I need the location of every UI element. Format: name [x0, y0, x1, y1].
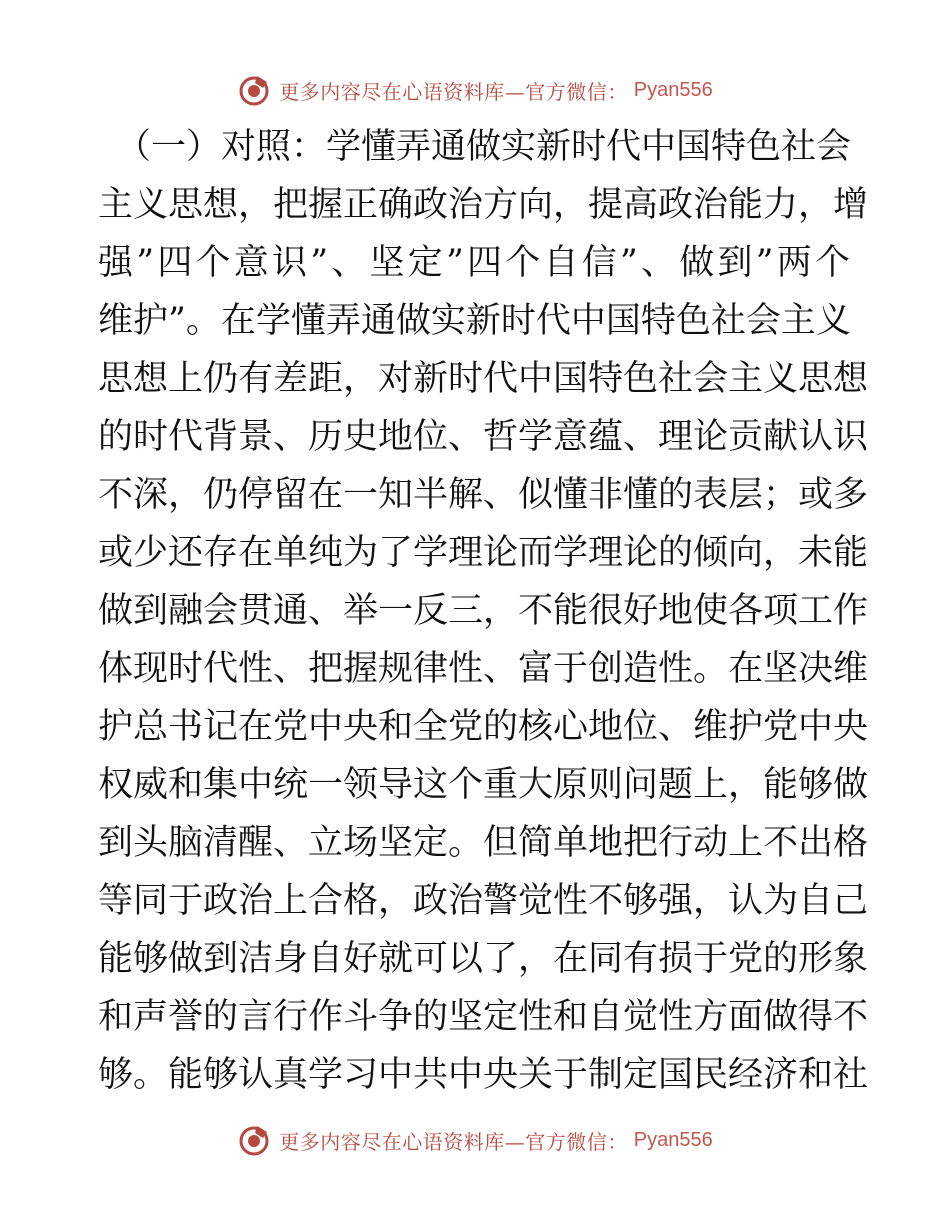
text-line: 护总书记在党中央和全党的核心地位、维护党中央 [98, 707, 869, 747]
text-line: 思想上仍有差距，对新时代中国特色社会主义思想 [98, 359, 869, 399]
text-line: 不深，仍停留在一知半解、似懂非懂的表层；或多 [98, 475, 869, 515]
text-line: 等同于政治上合格，政治警觉性不够强，认为自己 [98, 881, 869, 921]
text-line: 主义思想，把握正确政治方向，提高政治能力，增 [98, 185, 869, 225]
text-line: 做到融会贯通、举一反三，不能很好地使各项工作 [98, 591, 869, 631]
text-line: （一）对照：学懂弄通做实新时代中国特色社会 [116, 127, 852, 167]
wechat-id: Pyan556 [633, 1128, 713, 1151]
watermark-text: 更多内容尽在心语资料库—官方微信： [279, 79, 628, 104]
wechat-id: Pyan556 [633, 78, 713, 101]
seal-logo-icon [237, 72, 273, 108]
text-line: 或少还存在单纯为了学理论而学理论的倾向，未能 [98, 533, 869, 573]
text-line: 权威和集中统一领导这个重大原则问题上，能够做 [98, 765, 869, 805]
header-watermark [0, 68, 950, 112]
text-line: 够。能够认真学习中共中央关于制定国民经济和社 [98, 1055, 869, 1095]
footer-watermark [0, 1118, 950, 1162]
text-line: 维护”。在学懂弄通做实新时代中国特色社会主义 [98, 301, 851, 341]
text-line: 的时代背景、历史地位、哲学意蕴、理论贡献认识 [98, 417, 869, 457]
text-line: 和声誉的言行作斗争的坚定性和自觉性方面做得不 [98, 997, 869, 1037]
document-body [98, 118, 869, 1104]
text-line: 到头脑清醒、立场坚定。但简单地把行动上不出格 [98, 823, 869, 863]
text-line: 强”四个意识”、坚定”四个自信”、做到”两个 [98, 243, 850, 283]
text-line: 能够做到洁身自好就可以了，在同有损于党的形象 [98, 939, 869, 979]
seal-logo-icon [237, 1122, 273, 1158]
text-line: 体现时代性、把握规律性、富于创造性。在坚决维 [98, 649, 869, 689]
watermark-text: 更多内容尽在心语资料库—官方微信： [279, 1129, 628, 1154]
